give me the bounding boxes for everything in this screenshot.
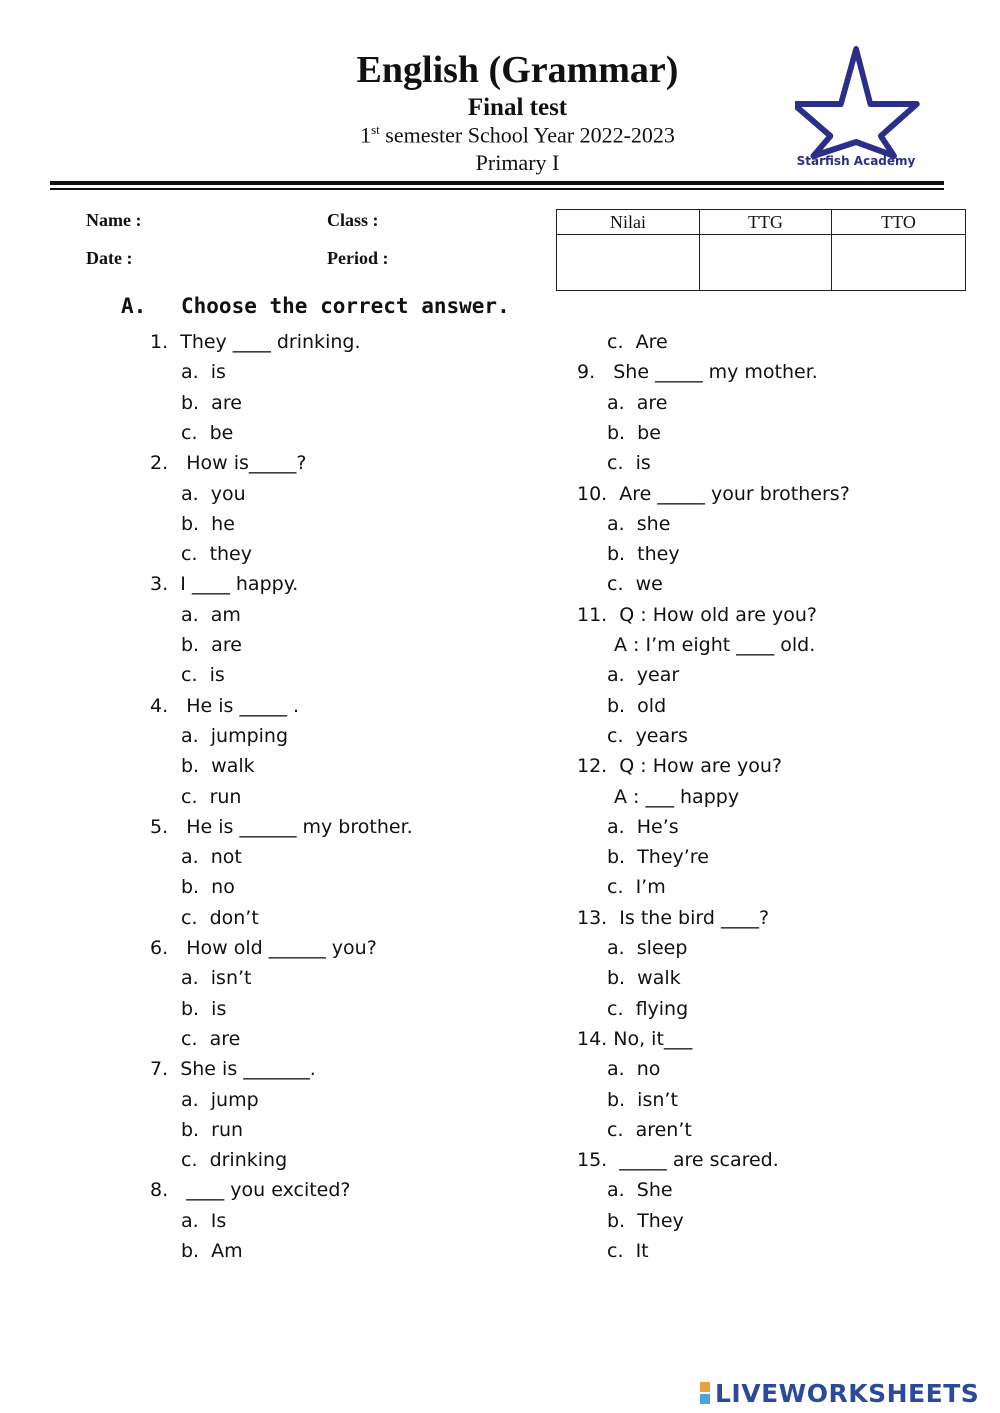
date-field-label: Date : — [86, 248, 133, 268]
question-text: 12. Q : How are you? — [577, 755, 782, 778]
answer-option[interactable]: b. walk — [607, 967, 681, 990]
section-letter: A. — [121, 294, 147, 318]
answer-option[interactable]: b. Am — [181, 1240, 243, 1262]
question-text: 14. No, it___ — [577, 1027, 693, 1050]
class-field-label: Class : — [327, 210, 379, 230]
answer-option[interactable]: a. He’s — [607, 815, 679, 838]
question-text: A : I’m eight ____ old. — [614, 634, 816, 656]
question-text: 8. ____ you excited? — [150, 1179, 351, 1202]
answer-option[interactable]: b. they — [607, 543, 680, 566]
answer-option[interactable]: c. I’m — [607, 876, 666, 899]
semester-ordinal: 1 — [360, 122, 372, 148]
answer-option[interactable]: a. sleep — [607, 937, 688, 959]
header-divider-thin — [50, 188, 944, 190]
question-text: 15. _____ are scared. — [577, 1149, 779, 1172]
answer-option[interactable]: c. are — [181, 1027, 241, 1050]
answer-option[interactable]: b. walk — [181, 755, 255, 778]
page-title: English (Grammar) — [356, 49, 679, 91]
answer-option[interactable]: a. jump — [181, 1088, 259, 1111]
answer-option[interactable]: c. we — [607, 573, 663, 596]
answer-option[interactable]: c. don’t — [181, 906, 259, 929]
question-text: 1. They ____ drinking. — [150, 331, 361, 353]
answer-option[interactable]: c. drinking — [181, 1149, 288, 1172]
test-subtitle: Final test — [467, 94, 568, 121]
answer-option[interactable]: a. She — [607, 1179, 673, 1202]
score-cell-tto[interactable] — [832, 235, 966, 291]
answer-option[interactable]: c. is — [607, 452, 651, 475]
answer-option[interactable]: a. isn’t — [181, 967, 252, 990]
score-cell-nilai[interactable] — [557, 235, 700, 291]
question-text: 6. How old ______ you? — [150, 937, 377, 959]
score-header-tto: TTO — [832, 210, 966, 235]
answer-option[interactable]: b. isn’t — [607, 1088, 678, 1111]
answer-option[interactable]: c. run — [181, 785, 242, 808]
question-text: 10. Are _____ your brothers? — [577, 482, 850, 505]
answer-option[interactable]: b. are — [181, 391, 242, 414]
semester-text: semester School Year 2022-2023 — [379, 122, 675, 148]
score-cell-ttg[interactable] — [700, 235, 832, 291]
answer-option[interactable]: b. run — [181, 1118, 244, 1141]
name-field-label: Name : — [86, 210, 142, 230]
answer-option[interactable]: c. It — [607, 1240, 649, 1262]
question-text: 13. Is the bird ____? — [577, 906, 770, 929]
academy-logo-text: Starfish Academy — [796, 154, 916, 168]
answer-option[interactable]: a. not — [181, 846, 242, 869]
level-line: Primary I — [475, 150, 560, 175]
answer-option[interactable]: a. she — [607, 512, 671, 535]
question-text: 4. He is _____ . — [150, 694, 300, 717]
answer-option[interactable]: c. they — [181, 543, 252, 566]
question-text: 2. How is_____? — [150, 452, 307, 475]
brand-name: LIVEWORKSHEETS — [715, 1378, 980, 1408]
answer-option[interactable]: c. be — [181, 421, 234, 444]
answer-option[interactable]: a. is — [181, 361, 226, 384]
score-header-nilai: Nilai — [557, 210, 700, 235]
score-header-ttg: TTG — [700, 210, 832, 235]
header-divider-thick — [50, 181, 944, 185]
liveworksheets-brand — [700, 1377, 979, 1409]
answer-option[interactable]: c. years — [607, 724, 688, 747]
answer-option[interactable]: a. you — [181, 482, 246, 505]
answer-option[interactable]: b. are — [181, 634, 242, 656]
answer-option[interactable]: a. are — [607, 391, 668, 414]
answer-option[interactable]: b. he — [181, 512, 235, 535]
answer-option[interactable]: a. no — [607, 1058, 661, 1081]
answer-option[interactable]: c. aren’t — [607, 1118, 692, 1141]
answer-option[interactable]: b. is — [181, 997, 227, 1020]
answer-option[interactable]: b. They’re — [607, 846, 709, 869]
question-text: 3. I ____ happy. — [150, 573, 299, 596]
score-table — [556, 209, 966, 291]
question-text: 5. He is ______ my brother. — [150, 815, 413, 838]
answer-option[interactable]: c. flying — [607, 997, 689, 1020]
section-title: Choose the correct answer. — [181, 294, 510, 318]
answer-option[interactable]: a. am — [181, 603, 241, 626]
answer-option[interactable]: a. year — [607, 664, 680, 687]
answer-option[interactable]: c. Are — [607, 331, 668, 353]
question-text: A : ___ happy — [614, 785, 740, 808]
semester-superscript: st — [371, 122, 380, 137]
liveworksheets-logo-icon — [700, 1381, 710, 1405]
question-text: 11. Q : How old are you? — [577, 603, 817, 626]
answer-option[interactable]: b. old — [607, 694, 667, 717]
answer-option[interactable]: a. jumping — [181, 724, 289, 747]
period-field-label: Period : — [327, 248, 389, 268]
answer-option[interactable]: a. Is — [181, 1209, 227, 1232]
question-text: 9. She _____ my mother. — [577, 361, 818, 384]
answer-option[interactable]: b. be — [607, 421, 661, 444]
answer-option[interactable]: b. They — [607, 1209, 684, 1232]
answer-option[interactable]: b. no — [181, 876, 235, 899]
question-text: 7. She is _______. — [150, 1058, 316, 1081]
section-heading — [121, 294, 510, 318]
answer-option[interactable]: c. is — [181, 664, 225, 687]
